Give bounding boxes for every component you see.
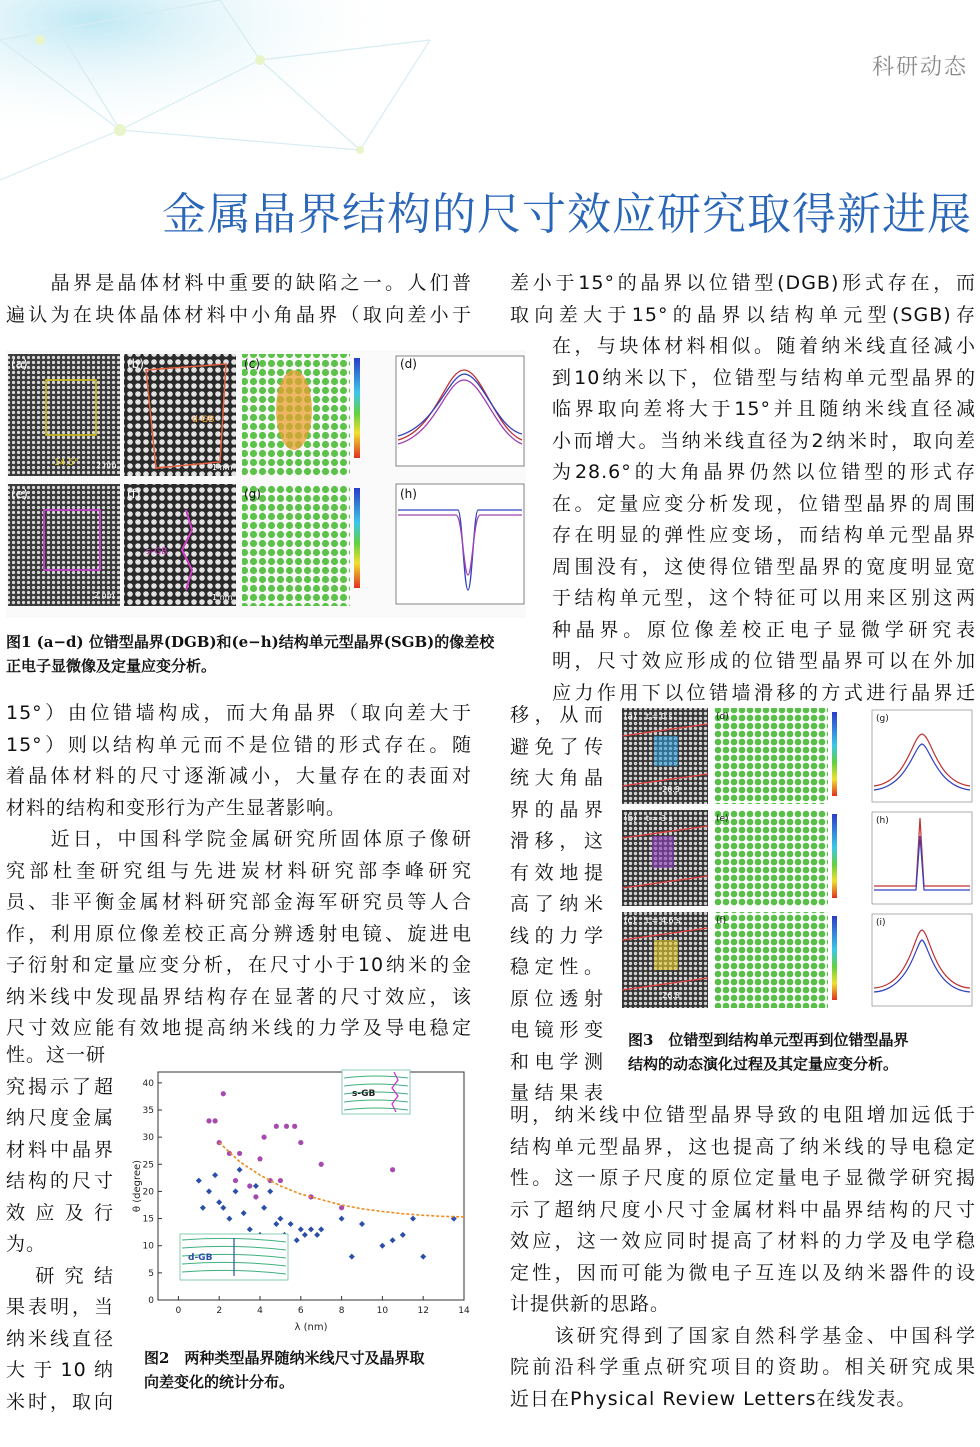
dgb-point xyxy=(314,1232,320,1238)
body-right-indent: 在，与块体材料相似。随着纳米线直径减小 到10纳米以下，位错型与结构单元型晶界的 临界取向差将大于15°并且随纳米线直径减 小而增大。当纳米线直径为2纳米时，取向差 为28.6°的大角晶界仍然以位错型的形式存 在。定量应变分析发现，位错型晶界的周围 存在明显的弹性应变场，而结构单元型晶界 周围没有，这使得位错型晶界的宽度明显宽 于结构单元型，这个特征可以用来区别这两 种晶界。原位像差校正电子显微学研究表 明，尺寸效应形成的位错型晶界可以在外加 应力作用下以位错墙滑移的方式进行晶界迁 xyxy=(552,335,976,704)
svg-text:14.5°: 14.5° xyxy=(54,458,79,468)
sgb-point xyxy=(206,1118,211,1123)
sgb-point xyxy=(292,1124,297,1129)
svg-text:(i): (i) xyxy=(876,918,886,928)
y-tick-label: 25 xyxy=(142,1160,154,1171)
dgb-point xyxy=(349,1254,355,1260)
y-tick-label: 0 xyxy=(148,1296,154,1306)
y-tick-label: 15 xyxy=(142,1214,154,1225)
inset-sgb xyxy=(342,1070,410,1114)
figure-1-image xyxy=(6,350,526,618)
sgb-point xyxy=(390,1167,395,1172)
dgb-point xyxy=(233,1188,239,1194)
dgb-point xyxy=(339,1216,345,1222)
dgb-point xyxy=(247,1226,253,1232)
dgb-point xyxy=(216,1199,222,1205)
y-tick-label: 10 xyxy=(142,1241,154,1252)
svg-text:(a): (a) xyxy=(11,357,28,371)
x-tick-label: 10 xyxy=(376,1306,389,1316)
sgb-point xyxy=(284,1124,289,1129)
sgb-point xyxy=(237,1151,242,1156)
svg-text:(d): (d) xyxy=(400,357,417,371)
svg-text:(c): (c) xyxy=(244,357,260,371)
sgb-point xyxy=(319,1162,324,1167)
sgb-point xyxy=(274,1124,279,1129)
svg-text:(d): (d) xyxy=(716,712,729,722)
body-left-mid: 15°）由位错墙构成，而大角晶界（取向差大于 15°）则以结构单元而不是位错的形式存在。随 着晶体材料的尺寸逐渐减小，大量存在的表面对 材料的结构和变形行为产生显著影响。 近日，中国科学院金属研究所固体原子像研 究部杜奎研究组与先进炭材料研究部李峰研究 员、非平衡金属材料研究部金海军研究员等人合 作，利用原位像差校正高分辨透射电镜、旋进电 子衍射和定量应变分析，在尺寸小于10纳米的金 纳米线中发现晶界结构存在显著的尺寸效应，该 尺寸效应能有效地提高纳米线的力学及导电稳定 xyxy=(6,702,472,1039)
svg-text:d-GB: d-GB xyxy=(188,1253,213,1263)
figure-3-image xyxy=(618,706,976,1016)
x-tick-label: 14 xyxy=(458,1306,470,1316)
svg-text:(f): (f) xyxy=(716,916,727,926)
svg-text:2 nm: 2 nm xyxy=(96,461,117,470)
svg-text:t = 4.6 s: t = 4.6 s xyxy=(646,916,681,925)
dgb-point xyxy=(253,1183,259,1189)
body-right-bottom: 明，纳米线中位错型晶界导致的电阻增加远低于 结构单元型晶界，这也提高了纳米线的导电稳定 性。这一原子尺度的原位定量电子显微学研究揭 示了超纳尺度小尺寸金属材料中晶界结构的尺寸 效应，这一效应同时提高了材料的力学及电学稳 定性，因而可能为微电子互连以及纳米器件的设 计提供新的思路。 该研究得到了国家自然科学基金、中国科学 院前沿科学重点研究项目的资助。相关研究成果 近日在Physical Review Letters在线发表。 xyxy=(510,1104,976,1410)
inset-dgb xyxy=(180,1234,288,1280)
dgb-point xyxy=(226,1216,232,1222)
sgb-point xyxy=(253,1194,258,1199)
x-tick-label: 6 xyxy=(297,1306,304,1316)
svg-text:s-GB: s-GB xyxy=(352,1089,376,1099)
svg-text:d-GB: d-GB xyxy=(192,415,215,425)
dgb-point xyxy=(200,1205,206,1211)
svg-text:(c): (c) xyxy=(624,916,636,926)
dgb-point xyxy=(302,1232,308,1238)
figure-2-chart xyxy=(128,1060,474,1338)
body-right-narrow: 移，从而 避免了传 统大角晶 界的晶界 滑移，这 有效地提 高了纳米 线的力学 稳定性。 原位透射 电镜形变 和电学测 量结果表 xyxy=(510,704,604,1104)
svg-text:(h): (h) xyxy=(876,816,889,826)
svg-text:t = 3 s: t = 3 s xyxy=(646,814,673,823)
svg-text:(f): (f) xyxy=(127,487,141,501)
svg-text:26.8: 26.8 xyxy=(662,991,680,1000)
sgb-point xyxy=(257,1156,262,1161)
x-axis-label: λ (nm) xyxy=(294,1322,328,1333)
svg-text:s-GB: s-GB xyxy=(146,547,168,557)
section-label: 科研动态 xyxy=(871,55,968,80)
y-tick-label: 20 xyxy=(142,1187,154,1198)
svg-text:(e): (e) xyxy=(11,487,28,501)
dgb-point xyxy=(298,1226,304,1232)
y-axis-label: θ (degree) xyxy=(132,1159,143,1213)
dgb-point xyxy=(206,1188,212,1194)
dgb-point xyxy=(420,1254,426,1260)
y-tick-label: 30 xyxy=(142,1133,154,1144)
svg-text:(g): (g) xyxy=(244,487,261,501)
dgb-point xyxy=(212,1172,218,1178)
x-tick-label: 8 xyxy=(338,1306,345,1316)
svg-text:(b): (b) xyxy=(624,814,637,824)
article-title: 金属晶界结构的尺寸效应研究取得新进展 xyxy=(162,189,972,240)
dgb-point xyxy=(308,1226,314,1232)
figure-3-caption: 图3 位错型到结构单元型再到位错型晶界 结构的动态演化过程及其定量应变分析。 xyxy=(628,1031,909,1073)
dgb-point xyxy=(220,1205,226,1211)
dgb-point xyxy=(390,1237,396,1243)
body-left-top: 晶界是晶体材料中重要的缺陷之一。人们普 遍认为在块体晶体材料中小角晶界（取向差小于 xyxy=(6,272,472,326)
y-tick-label: 35 xyxy=(142,1106,154,1116)
figure-2 xyxy=(128,1060,474,1338)
dgb-point xyxy=(294,1237,300,1243)
svg-text:(a): (a) xyxy=(624,712,637,722)
dgb-point xyxy=(288,1221,294,1227)
dgb-point xyxy=(277,1216,283,1222)
dgb-point xyxy=(400,1232,406,1238)
dgb-point xyxy=(261,1205,267,1211)
y-tick-label: 40 xyxy=(142,1078,154,1089)
svg-text:1 nm: 1 nm xyxy=(212,593,233,602)
fig3-row-3 xyxy=(622,912,972,1008)
dgb-point xyxy=(379,1243,385,1249)
svg-text:2 nm: 2 nm xyxy=(94,591,115,600)
dgb-point xyxy=(196,1178,202,1184)
dgb-point xyxy=(267,1188,273,1194)
sgb-point xyxy=(213,1118,218,1123)
svg-text:1 nm: 1 nm xyxy=(212,463,233,472)
body-left-narrow: 性。这一研 究揭示了超 纳尺度金属 材料中晶界 结构的尺寸 效应及行 为。 研究结 果表明，当 纳米线直径 大于10纳 米时，取向 xyxy=(6,1044,114,1413)
svg-text:26.3: 26.3 xyxy=(662,785,680,794)
svg-text:(g): (g) xyxy=(876,714,889,724)
sgb-point xyxy=(221,1091,226,1096)
svg-text:t = 0 s: t = 0 s xyxy=(646,712,673,721)
figure-3 xyxy=(618,706,976,1016)
fig3-row-1 xyxy=(622,708,972,804)
sgb-point xyxy=(233,1178,238,1183)
body-right-top: 差小于15°的晶界以位错型(DGB)形式存在，而 取向差大于15°的晶界以结构单元型(SGB)存 xyxy=(510,272,976,326)
dgb-point xyxy=(359,1221,365,1227)
sgb-point xyxy=(261,1135,266,1140)
dgb-point xyxy=(273,1221,279,1227)
figure-1 xyxy=(6,350,526,618)
x-tick-label: 12 xyxy=(417,1306,429,1316)
sgb-point xyxy=(278,1178,283,1183)
fig3-row-2 xyxy=(622,810,972,906)
svg-text:(h): (h) xyxy=(400,487,417,501)
dgb-point xyxy=(410,1216,416,1222)
figure-1-caption: 图1 (a−d) 位错型晶界(DGB)和(e−h)结构单元型晶界(SGB)的像差校 正电子显微像及定量应变分析。 xyxy=(6,633,495,675)
x-tick-label: 0 xyxy=(175,1306,182,1316)
sgb-point xyxy=(298,1140,303,1145)
svg-text:(b): (b) xyxy=(127,357,144,371)
dgb-point xyxy=(318,1226,324,1232)
x-tick-label: 2 xyxy=(216,1306,223,1316)
dgb-point xyxy=(241,1210,247,1216)
dgb-point xyxy=(237,1167,243,1173)
figure-2-caption: 图2 两种类型晶界随纳米线尺寸及晶界取 向差变化的统计分布。 xyxy=(144,1349,425,1391)
svg-text:(e): (e) xyxy=(716,814,729,824)
x-tick-label: 4 xyxy=(257,1306,263,1316)
sgb-point xyxy=(247,1183,252,1188)
y-tick-label: 5 xyxy=(148,1268,154,1279)
